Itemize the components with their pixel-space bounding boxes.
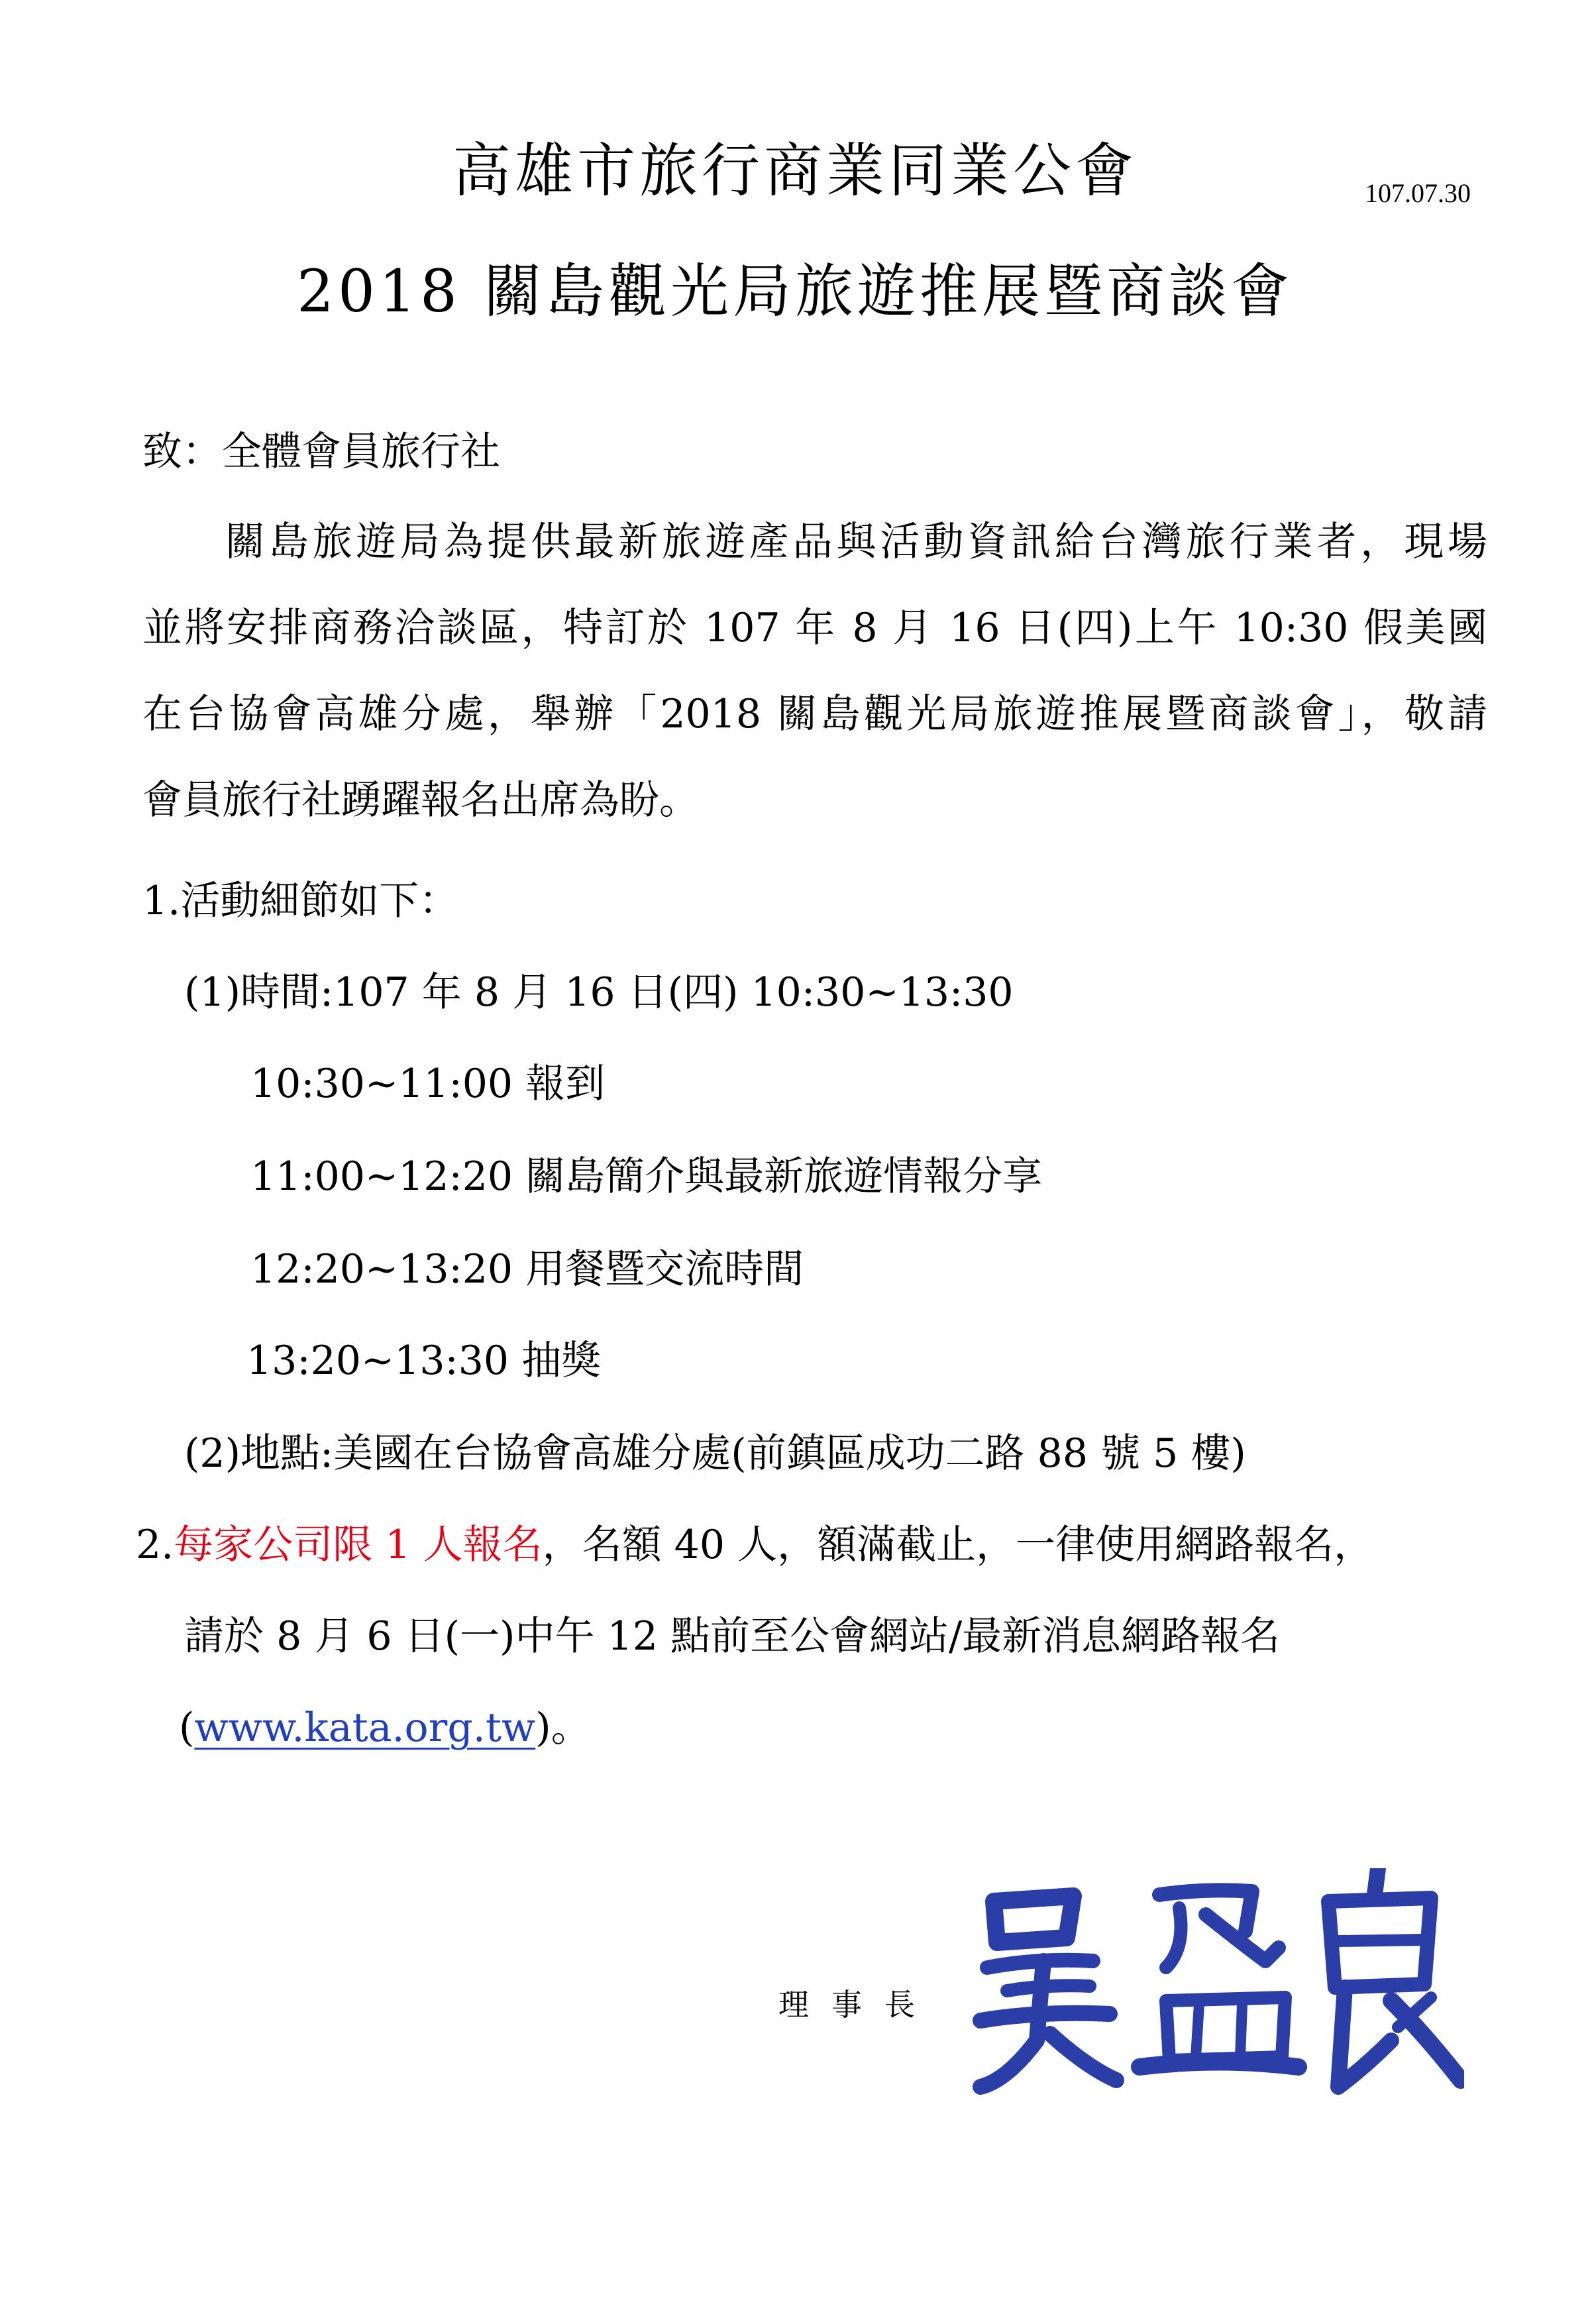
registration-rules: ，名額 40 人，額滿截止，一律使用網路報名， (542, 1522, 1374, 1568)
link-close-paren: )。 (535, 1705, 591, 1751)
intro-line-1: 關島旅遊局為提供最新旅遊產品與活動資訊給台灣旅行業者，現場 (225, 519, 1487, 565)
schedule-item: 13:20~13:30 抽獎 (246, 1338, 602, 1384)
signatory-title: 理事長 (778, 1987, 937, 2023)
document-date: 107.07.30 (1365, 178, 1471, 208)
schedule-item: 12:20~13:20 用餐暨交流時間 (250, 1246, 804, 1293)
section-2-line-1 (136, 1522, 1374, 1568)
salutation: 致：全體會員旅行社 (142, 429, 500, 475)
section-1-heading: 1.活動細節如下： (142, 878, 459, 924)
website-link[interactable]: www.kata.org.tw (194, 1705, 536, 1751)
section-2-line-3 (179, 1705, 591, 1751)
section-2-number: 2. (136, 1522, 174, 1568)
schedule-item: 10:30~11:00 報到 (250, 1061, 606, 1107)
section-2-line-2: 請於 8 月 6 日(一)中午 12 點前至公會網站/最新消息網路報名 (184, 1613, 1281, 1660)
registration-limit-highlight: 每家公司限 1 人報名 (174, 1522, 543, 1568)
organization-title: 高雄市旅行商業同業公會 (452, 136, 1138, 205)
intro-line-4: 會員旅行社踴躍報名出席為盼。 (142, 777, 699, 823)
intro-line-3: 在台協會高雄分處，舉辦「2018 關島觀光局旅遊推展暨商談會」，敬請 (142, 691, 1487, 737)
event-time: (1)時間:107 年 8 月 16 日(四) 10:30~13:30 (184, 969, 1014, 1016)
link-open-paren: ( (179, 1705, 195, 1751)
event-location: (2)地點:美國在台協會高雄分處(前鎮區成功二路 88 號 5 樓) (184, 1430, 1246, 1477)
chairman-signature-seal (967, 1868, 1464, 2107)
intro-line-2: 並將安排商務洽談區，特訂於 107 年 8 月 16 日(四)上午 10:30 假美國 (142, 605, 1487, 651)
event-title: 2018 關島觀光局旅遊推展暨商談會 (297, 257, 1293, 325)
schedule-item: 11:00~12:20 關島簡介與最新旅遊情報分享 (250, 1153, 1043, 1200)
